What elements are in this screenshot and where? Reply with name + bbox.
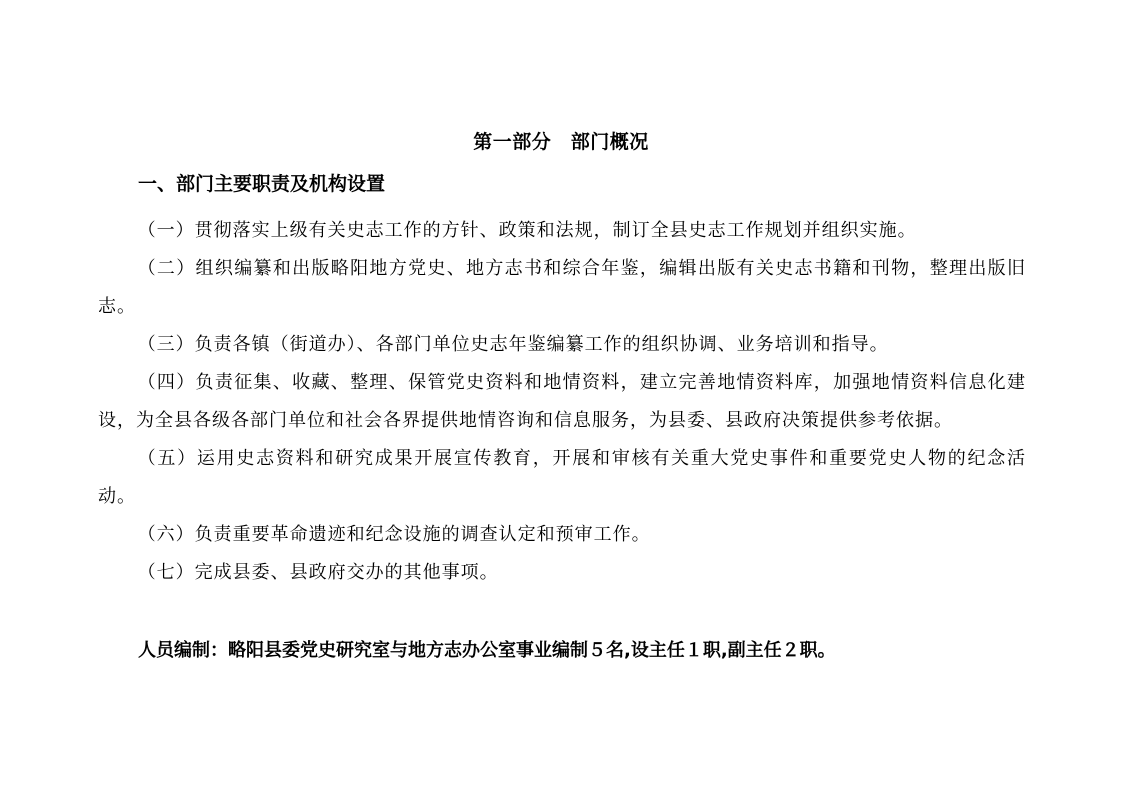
part-title: 第一部分 部门概况: [473, 131, 649, 153]
duty-item-3: （三）负责各镇（街道办）、各部门单位史志年鉴编纂工作的组织协调、业务培训和指导。: [137, 334, 889, 355]
duty-item-6: （六）负责重要革命遗迹和纪念设施的调查认定和预审工作。: [137, 524, 651, 545]
duty-item-5: （五）运用史志资料和研究成果开展宣传教育，开展和审核有关重大党史事件和重要党史人物的纪念活动。: [98, 448, 1026, 507]
staffing-statement: 人员编制：略阳县委党史研究室与地方志办公室事业编制５名,设主任１职,副主任２职。: [138, 640, 836, 661]
section-heading: 一、部门主要职责及机构设置: [138, 173, 386, 195]
duty-item-1: （一）贯彻落实上级有关史志工作的方针、政策和法规，制订全县史志工作规划并组织实施。: [137, 220, 917, 241]
duty-item-2: （二）组织编纂和出版略阳地方党史、地方志书和综合年鉴，编辑出版有关史志书籍和刊物，整理出版旧志。: [98, 258, 1026, 317]
duty-item-4: （四）负责征集、收藏、整理、保管党史资料和地情资料，建立完善地情资料库，加强地情资料信息化建设，为全县各级各部门单位和社会各界提供地情咨询和信息服务，为县委、县政府决策提供参考依据。: [98, 372, 1026, 431]
duty-item-7: （七）完成县委、县政府交办的其他事项。: [137, 562, 499, 583]
duties-list: [98, 212, 1026, 592]
